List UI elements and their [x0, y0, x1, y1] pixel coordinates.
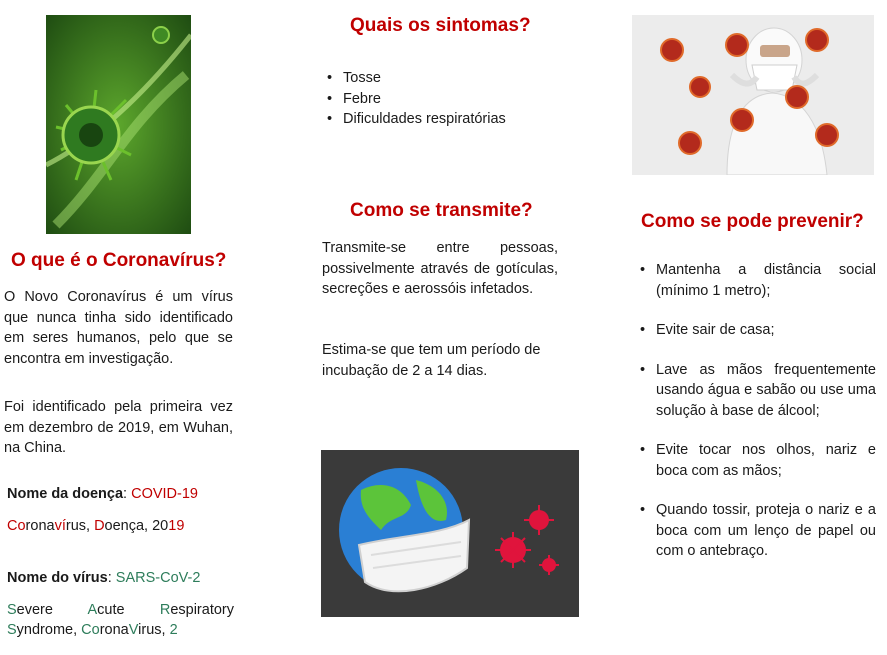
disease-name-value: COVID-19 [131, 486, 198, 502]
expansion-highlight: Co [7, 518, 26, 534]
virus-name-line [7, 568, 236, 589]
expansion-text: evere [16, 602, 53, 618]
transmission-paragraph-2: Estima-se que tem um período de incubação de 2 a 14 dias. [322, 342, 541, 379]
prevention-item: • Evite sair de casa; [636, 320, 876, 341]
symptoms-title: Quais os sintomas? [350, 15, 531, 36]
expansion-highlight: 2 [169, 622, 178, 638]
expansion-highlight: S [7, 602, 17, 618]
symptom-item: • Tosse [323, 68, 563, 89]
expansion-highlight: D [94, 518, 105, 534]
what-is-paragraph-1: O Novo Coronavírus é um vírus que nunca tinha sido identificado em seres humanos, pelo que se encontra em investigação. [4, 289, 233, 367]
masked-earth-image [321, 450, 579, 617]
symptom-item: • Febre [323, 89, 563, 110]
expansion-highlight: V [128, 622, 139, 638]
expansion-highlight: Co [81, 622, 100, 638]
expansion-text: rona [99, 622, 129, 638]
virus-name-label: Nome do vírus [7, 570, 108, 586]
transmission-paragraph-1: Transmite-se entre pessoas, possivelmente através de gotículas, secreções e aerossóis infetados. [322, 240, 558, 297]
virus-name-expansion-line-2 [7, 620, 236, 641]
symptom-item: • Dificuldades respiratórias [323, 109, 563, 130]
expansion-text: irus, [138, 622, 170, 638]
expansion-highlight: S [7, 622, 17, 638]
expansion-highlight: 19 [168, 518, 185, 534]
disease-separator: : [123, 486, 132, 502]
expansion-highlight: R [159, 602, 171, 618]
expansion-text: yndrome, [16, 622, 82, 638]
expansion-highlight: ví [54, 518, 66, 534]
prevention-item: • Evite tocar nos olhos, nariz e boca com as mãos; [636, 440, 876, 481]
disease-name-line [7, 484, 236, 505]
virus-separator: : [107, 570, 116, 586]
disease-name-label: Nome da doença [7, 486, 124, 502]
symptoms-list [323, 68, 563, 130]
prevention-title: Como se pode prevenir? [641, 211, 864, 232]
expansion-text: rus, [65, 518, 95, 534]
what-is-title: O que é o Coronavírus? [11, 250, 227, 271]
expansion-text: espiratory [170, 602, 234, 618]
expansion-text: rona [25, 518, 55, 534]
prevention-item: • Quando tossir, proteja o nariz e a boca com um lenço de papel ou com o antebraço. [636, 500, 876, 562]
expansion-text: oença, 20 [104, 518, 169, 534]
transmission-title: Como se transmite? [350, 200, 533, 221]
prevention-item: • Mantenha a distância social (mínimo 1 metro); [636, 260, 876, 301]
virus-name-expansion-line-1 [7, 600, 234, 621]
prevention-item: • Lave as mãos frequentemente usando água e sabão ou use uma solução à base de álcool; [636, 360, 876, 422]
virus-image [46, 15, 191, 234]
protective-suit-image [632, 15, 874, 175]
expansion-text: cute [97, 602, 125, 618]
virus-name-value: SARS-CoV-2 [115, 570, 201, 586]
what-is-paragraph-2: Foi identificado pela primeira vez em dezembro de 2019, em Wuhan, na China. [4, 399, 233, 456]
disease-name-expansion [7, 516, 236, 537]
prevention-list [636, 260, 876, 562]
expansion-highlight: A [87, 602, 98, 618]
